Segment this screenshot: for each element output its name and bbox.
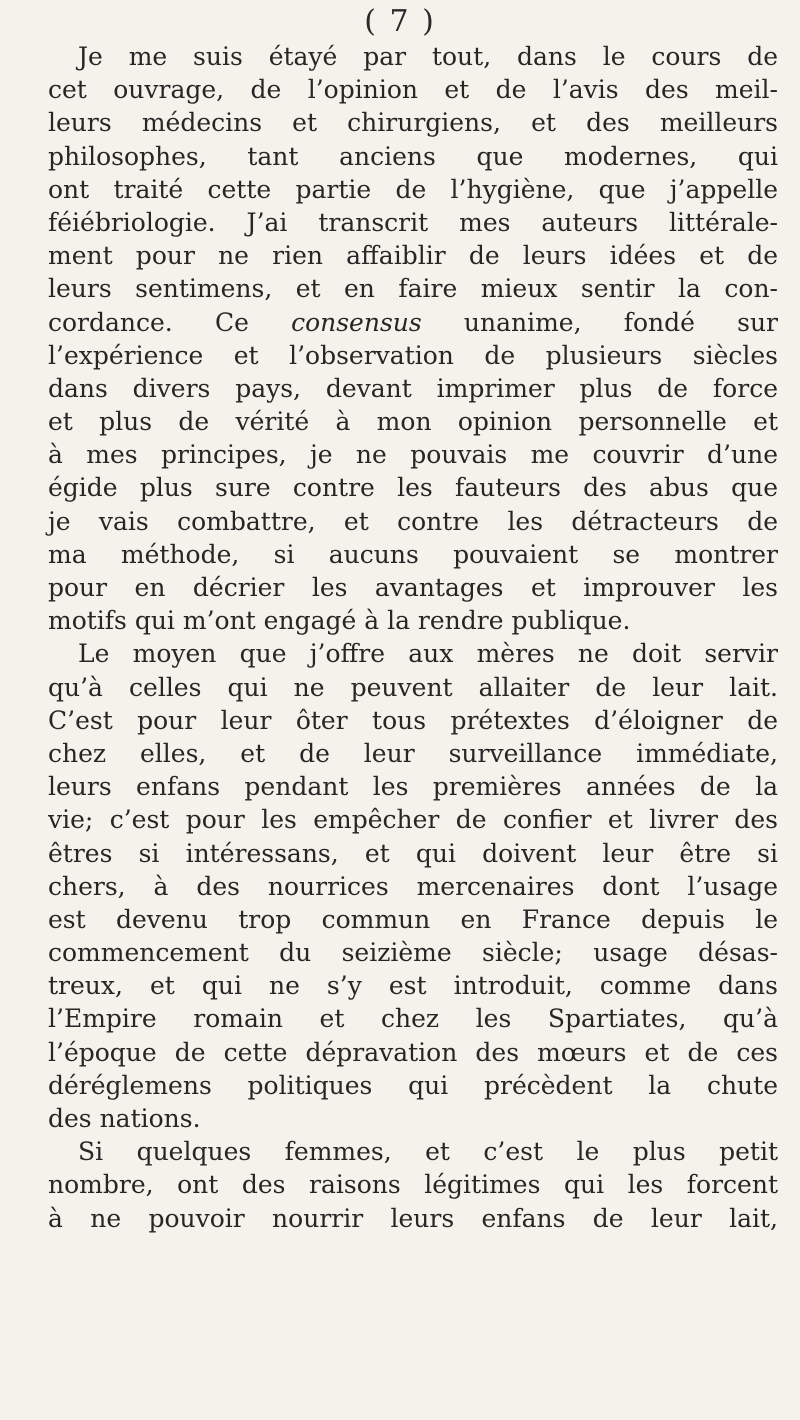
text-line: chez elles, et de leur surveillance immédiate,	[48, 738, 778, 768]
page-number: ( 7 )	[364, 4, 436, 39]
italic-term: consensus	[291, 307, 422, 337]
text-line: vie; c’est pour les empêcher de confier et livrer des	[48, 805, 778, 835]
text-line: cet ouvrage, de l’opinion et de l’avis des meil-	[48, 75, 778, 105]
text-line: l’Empire romain et chez les Spartiates, qu’à	[48, 1004, 778, 1034]
text-line: chers, à des nourrices mercenaires dont l’usage	[48, 871, 778, 901]
text-line: est devenu trop commun en France depuis le	[48, 904, 778, 934]
text-line: C’est pour leur ôter tous prétextes d’éloigner de	[48, 705, 778, 735]
text-line: treux, et qui ne s’y est introduit, comme dans	[48, 971, 778, 1001]
text-line: philosophes, tant anciens que modernes, qui	[48, 141, 778, 171]
text-line: pour en décrier les avantages et improuver les	[48, 573, 778, 602]
text-segment: cordance. Ce	[48, 307, 292, 337]
text-line: égide plus sure contre les fauteurs des abus que	[48, 473, 778, 503]
text-line: nombre, ont des raisons légitimes qui les forcent	[48, 1170, 778, 1200]
text-line: motifs qui m’ont engagé à la rendre publique.	[48, 606, 631, 636]
text-line: leurs sentimens, et en faire mieux sentir la con-	[48, 274, 778, 304]
text-line: déréglemens politiques qui précèdent la chute	[48, 1070, 778, 1100]
text-line: qu’à celles qui ne peuvent allaiter de leur lait.	[48, 672, 778, 702]
text-line: Je me suis étayé par tout, dans le cours de	[78, 42, 778, 71]
text-line: leurs médecins et chirurgiens, et des meilleurs	[48, 108, 778, 138]
text-line: et plus de vérité à mon opinion personnelle et	[48, 407, 778, 437]
text-line: Si quelques femmes, et c’est le plus petit	[78, 1137, 778, 1167]
text-line: dans divers pays, devant imprimer plus de force	[48, 373, 778, 403]
text-line: des nations.	[48, 1104, 201, 1133]
text-line: à ne pouvoir nourrir leurs enfans de leur lait,	[48, 1203, 778, 1233]
text-segment: unanime, fondé sur	[421, 307, 779, 337]
text-line: l’époque de cette dépravation des mœurs et de ces	[48, 1037, 778, 1067]
text-line: ma méthode, si aucuns pouvaient se montrer	[48, 539, 778, 569]
text-line: je vais combattre, et contre les détracteurs de	[48, 506, 778, 536]
text-line: commencement du seizième siècle; usage désas-	[48, 938, 778, 968]
text-line: êtres si intéressans, et qui doivent leur être si	[48, 838, 778, 868]
text-line: Le moyen que j’offre aux mères ne doit servir	[78, 639, 778, 669]
text-line: à mes principes, je ne pouvais me couvrir d’une	[48, 440, 778, 470]
body-text	[48, 40, 778, 1235]
text-line: ment pour ne rien affaiblir de leurs idées et de	[48, 241, 778, 271]
text-line	[48, 306, 778, 339]
text-line: leurs enfans pendant les premières années de la	[48, 772, 778, 802]
text-line: ont traité cette partie de l’hygiène, que j’appelle	[48, 174, 778, 204]
text-line: l’expérience et l’observation de plusieurs siècles	[48, 340, 778, 370]
text-line: féiébriologie. J’ai transcrit mes auteurs littérale-	[48, 207, 778, 237]
